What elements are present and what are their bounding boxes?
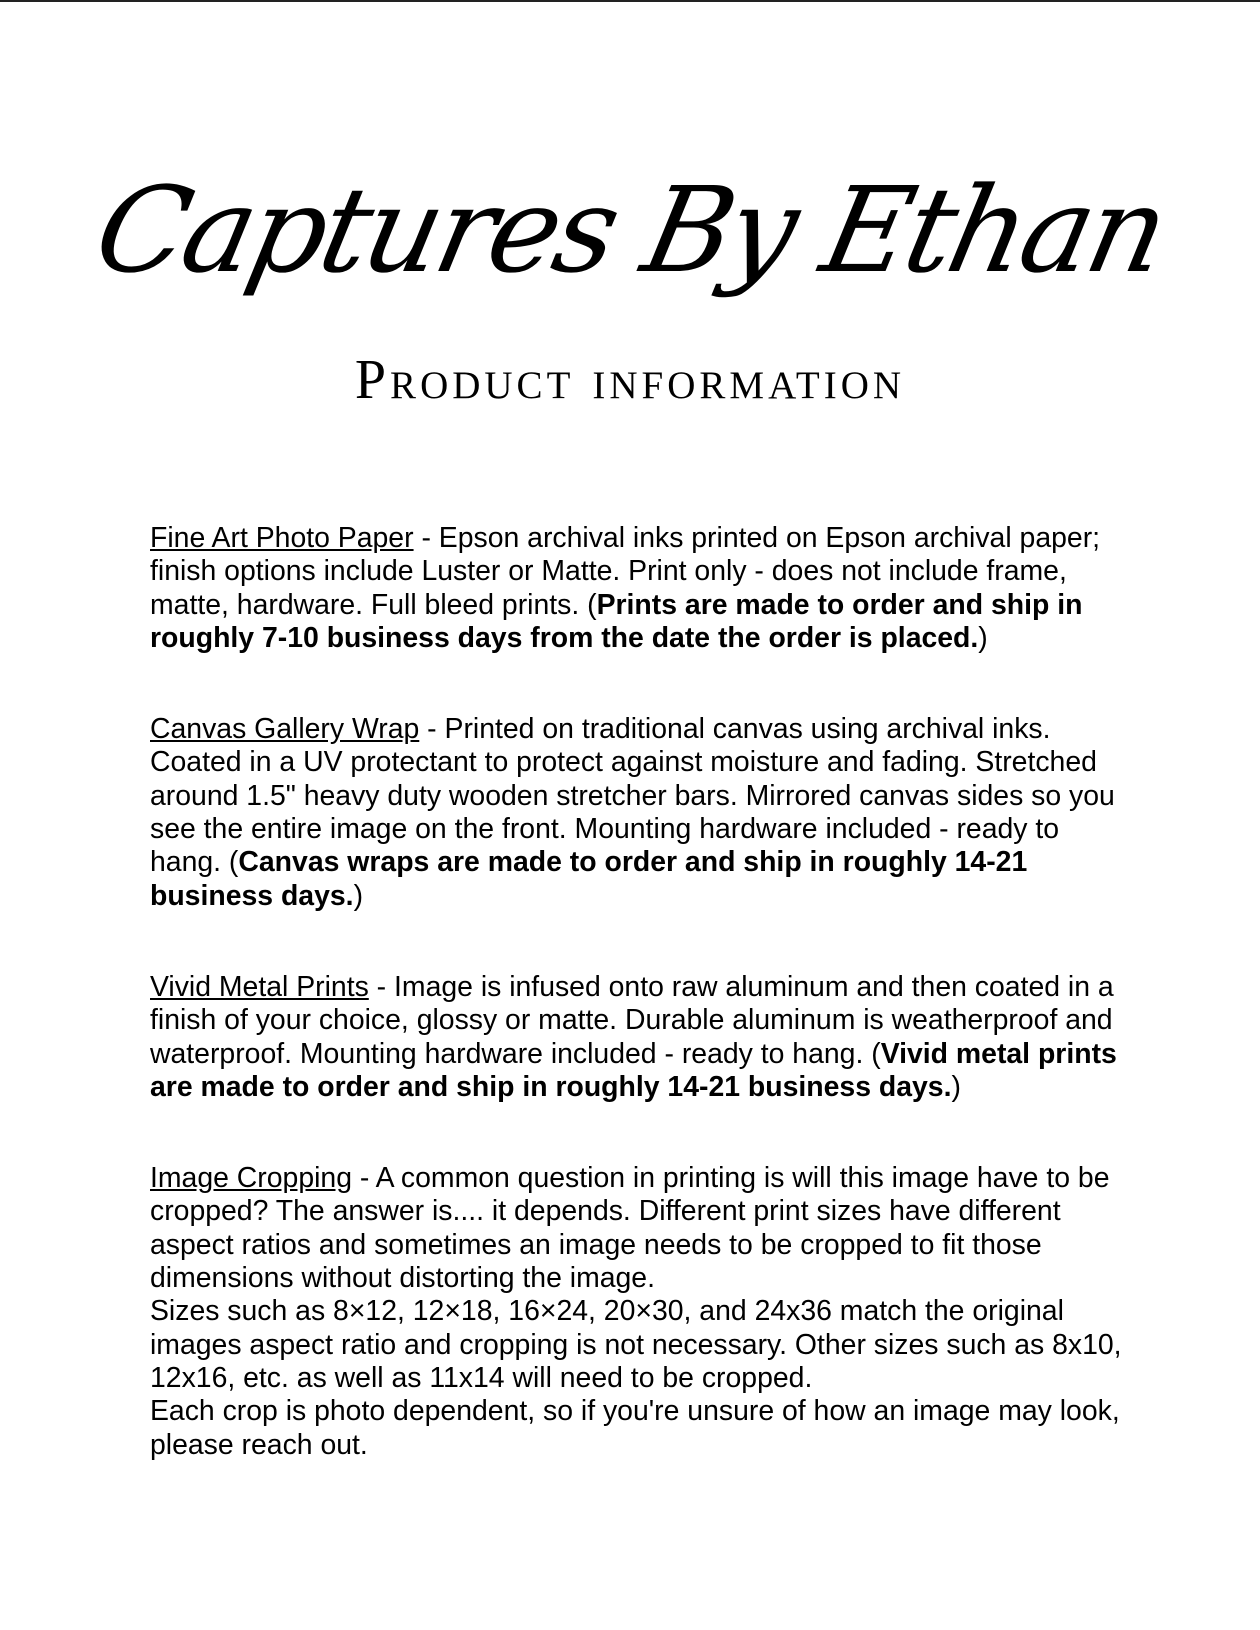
section-paragraph-contact: Each crop is photo dependent, so if you're unsure of how an image may look, please reach out. [150,1395,1120,1461]
page-title: Product information [354,349,906,411]
section-term: Canvas Gallery Wrap [150,713,420,746]
section-paragraph-sizes: Sizes such as 8×12, 12×18, 16×24, 20×30, and 24x36 match the original images aspect ratio and cropping is not necessary. Other sizes such as 8x10, 12x16, etc. as well as 11x14 will need to be cropped. [150,1295,1122,1394]
product-info-content [150,522,1125,1520]
section-body: - Epson archival inks printed on Epson archival paper; finish options include Luster or Matte. Print only - does not include frame, matte, hardware. Full bleed prints. ( [150,522,1101,621]
section-body: - A common question in printing is will this image have to be cropped? The answer is.... it depends. Different print sizes have different aspect ratios and sometimes an image needs to be cropped to fit those dimensions without distorting the image. [150,1162,1110,1295]
section-paragraph [150,971,1125,1104]
top-border [0,0,1260,2]
section-paragraph [150,1162,1125,1295]
section-tail: ) [978,621,988,654]
section-canvas-gallery-wrap [150,713,1125,913]
section-term: Fine Art Photo Paper [150,522,414,554]
brand-logo [83,130,1177,330]
section-shipping-note: Prints are made to order and ship in roughly 7-10 business days from the date the order is placed. [150,588,1083,654]
section-fine-art-photo-paper [150,522,1125,655]
section-term: Vivid Metal Prints [150,970,369,1003]
section-shipping-note: Canvas wraps are made to order and ship in roughly 14-21 business days. [150,846,1028,912]
section-body: - Image is infused onto raw aluminum and then coated in a finish of your choice, glossy or matte. Durable aluminum is weatherproof and waterproof. Mounting hardware included - ready to hang. ( [150,970,1114,1070]
section-term: Image Cropping [150,1162,353,1195]
brand-logo-text: Captures By Ethan [83,161,1177,299]
section-shipping-note: Vivid metal prints are made to order and ship in roughly 14-21 business days. [150,1037,1117,1103]
section-image-cropping [150,1162,1125,1462]
section-body: - Printed on traditional canvas using archival inks. Coated in a UV protectant to protect against moisture and fading. Stretched around 1.5" heavy duty wooden stretcher bars. Mirrored canvas sides so you see the entire image on the front. Mounting hardware included - ready to hang. ( [150,713,1115,879]
section-vivid-metal-prints [150,971,1125,1104]
section-tail: ) [353,879,364,912]
section-paragraph [150,522,1125,655]
section-paragraph [150,713,1125,913]
section-tail: ) [951,1070,961,1103]
